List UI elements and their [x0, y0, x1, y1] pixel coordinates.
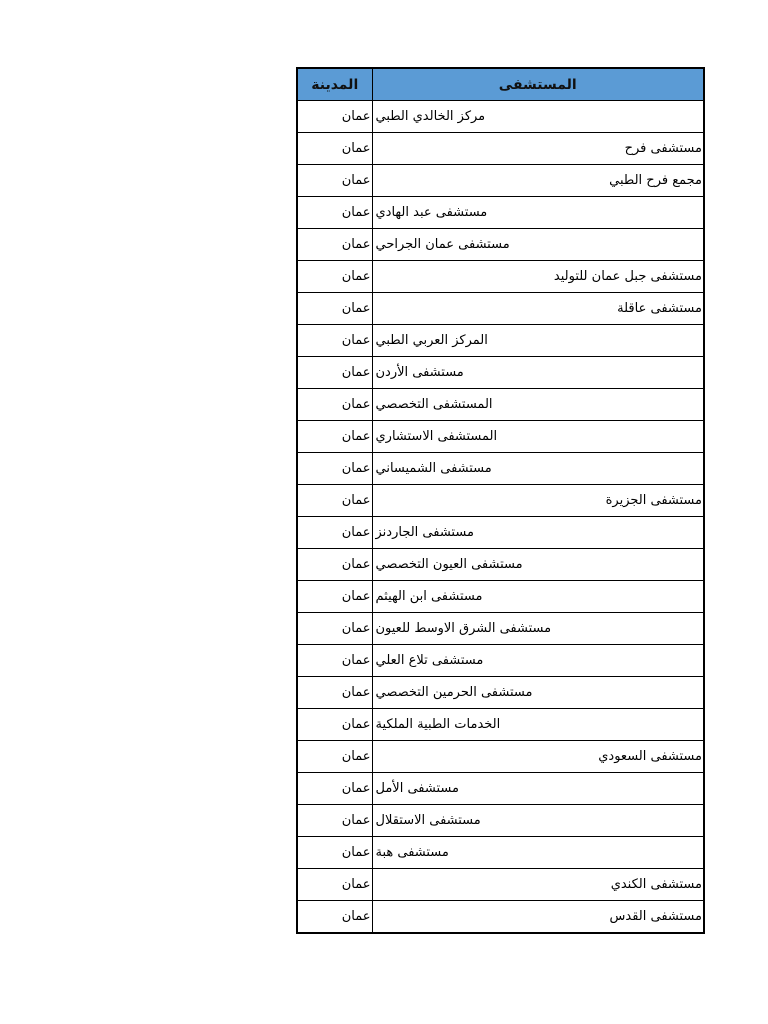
table-row: [297, 613, 704, 645]
city-cell: عمان: [297, 517, 372, 549]
hospital-cell: مستشفى الكندي: [372, 869, 704, 901]
city-cell: عمان: [297, 421, 372, 453]
city-cell: عمان: [297, 709, 372, 741]
city-cell: عمان: [297, 901, 372, 934]
table-row: [297, 101, 704, 133]
hospital-cell: مجمع فرح الطبي: [372, 165, 704, 197]
table-row: [297, 389, 704, 421]
hospital-cell: مستشفى الشميساني: [372, 453, 704, 485]
city-cell: عمان: [297, 677, 372, 709]
table-row: [297, 197, 704, 229]
table-row: [297, 805, 704, 837]
table-row: [297, 229, 704, 261]
hospital-cell: مستشفى الحرمين التخصصي: [372, 677, 704, 709]
city-cell: عمان: [297, 101, 372, 133]
hospital-cell: مركز الخالدي الطبي: [372, 101, 704, 133]
table-row: [297, 517, 704, 549]
hospital-cell: مستشفى العيون التخصصي: [372, 549, 704, 581]
city-cell: عمان: [297, 645, 372, 677]
table-row: [297, 485, 704, 517]
hospital-cell: مستشفى جبل عمان للتوليد: [372, 261, 704, 293]
hospital-column-header: المستشفى: [372, 68, 704, 101]
hospital-cell: مستشفى الاستقلال: [372, 805, 704, 837]
city-cell: عمان: [297, 773, 372, 805]
hospital-cell: مستشفى عمان الجراحي: [372, 229, 704, 261]
table-row: [297, 133, 704, 165]
table-row: [297, 773, 704, 805]
city-cell: عمان: [297, 485, 372, 517]
city-cell: عمان: [297, 453, 372, 485]
city-cell: عمان: [297, 389, 372, 421]
city-cell: عمان: [297, 613, 372, 645]
city-cell: عمان: [297, 581, 372, 613]
hospital-cell: مستشفى فرح: [372, 133, 704, 165]
city-cell: عمان: [297, 133, 372, 165]
table-row: [297, 293, 704, 325]
table-row: [297, 741, 704, 773]
hospital-cell: الخدمات الطبية الملكية: [372, 709, 704, 741]
hospital-cell: مستشفى القدس: [372, 901, 704, 934]
city-cell: عمان: [297, 357, 372, 389]
table-row: [297, 869, 704, 901]
table-row: [297, 325, 704, 357]
table-row: [297, 357, 704, 389]
hospital-cell: مستشفى الجزيرة: [372, 485, 704, 517]
hospital-cell: مستشفى الأمل: [372, 773, 704, 805]
city-column-header: المدينة: [297, 68, 372, 101]
table-row: [297, 549, 704, 581]
city-cell: عمان: [297, 293, 372, 325]
table-row: [297, 453, 704, 485]
hospital-cell: مستشفى الجاردنز: [372, 517, 704, 549]
city-cell: عمان: [297, 325, 372, 357]
hospital-cell: المستشفى التخصصي: [372, 389, 704, 421]
hospital-cell: مستشفى هبة: [372, 837, 704, 869]
city-cell: عمان: [297, 165, 372, 197]
city-cell: عمان: [297, 805, 372, 837]
hospital-cell: مستشفى عاقلة: [372, 293, 704, 325]
hospital-cell: مستشفى تلاع العلي: [372, 645, 704, 677]
table-row: [297, 677, 704, 709]
city-cell: عمان: [297, 741, 372, 773]
hospitals-table: [296, 67, 705, 934]
table-row: [297, 165, 704, 197]
table-body: [297, 101, 704, 934]
city-cell: عمان: [297, 229, 372, 261]
table-row: [297, 645, 704, 677]
hospital-cell: مستشفى ابن الهيثم: [372, 581, 704, 613]
city-cell: عمان: [297, 261, 372, 293]
table-row: [297, 261, 704, 293]
city-cell: عمان: [297, 837, 372, 869]
hospital-cell: مستشفى الشرق الاوسط للعيون: [372, 613, 704, 645]
table-header-row: [297, 68, 704, 101]
hospital-cell: مستشفى السعودي: [372, 741, 704, 773]
table-row: [297, 421, 704, 453]
table-row: [297, 837, 704, 869]
hospital-cell: مستشفى عبد الهادي: [372, 197, 704, 229]
hospital-cell: المركز العربي الطبي: [372, 325, 704, 357]
hospital-cell: مستشفى الأردن: [372, 357, 704, 389]
city-cell: عمان: [297, 549, 372, 581]
table-row: [297, 901, 704, 934]
city-cell: عمان: [297, 869, 372, 901]
table-row: [297, 581, 704, 613]
hospital-cell: المستشفى الاستشاري: [372, 421, 704, 453]
city-cell: عمان: [297, 197, 372, 229]
table-row: [297, 709, 704, 741]
